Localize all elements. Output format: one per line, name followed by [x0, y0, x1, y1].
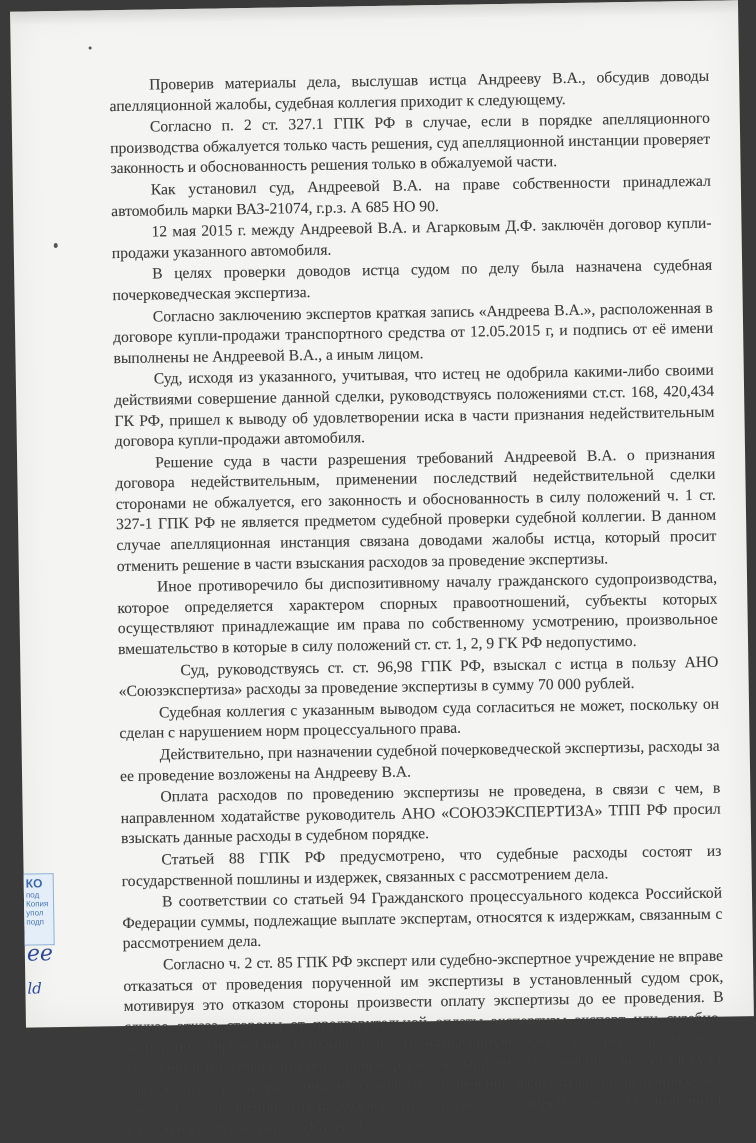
paragraph-5: В целях проверки доводов истца судом по делу была назначена судебная почерковедческая экспертиза. [112, 257, 713, 305]
paragraph-2: Согласно п. 2 ст. 327.1 ГПК РФ в случае, если в порядке апелляционного производства обжалуется только часть решения, суд апелляционной инстанции проверяет законность и обоснованность решения только в обжалуемой части. [110, 109, 711, 178]
scan-speck [54, 243, 58, 248]
paragraph-16: Согласно ч. 2 ст. 85 ГПК РФ эксперт или судебно-экспертное учреждение не вправе отказаться от проведения порученной им экспертизы в установленный судом срок, мотивируя это отказом стороны произвести оплату экспертизы до ее проведения. В случае отказа стороны от предварительной оплаты экспертизы эксперт или судебно-экспертное учреждение обязаны провести назначенную судом экспертизу и вместе с заявлением о возмещении понесенных расходов направить заключение эксперта в суд с документами, подтверждающими расходы на проведение экспертизы, для решения судом вопроса о возмещении этих расходов соответствующей стороной с учетом положений ч. 1 ст. 96 и ст. 98 настоящего Кодекса. [123, 947, 726, 1139]
paragraph-7: Суд, исходя из указанного, учитывая, что истец не одобрила какими-либо своими действиями совершение данной сделки, руководствуясь положениями ст.ст. 168, 420,434 ГК РФ, пришел к выводу об удовлетворении иска в части признания недействительным договора купли-продажи автомобиля. [114, 362, 715, 451]
stamp-line: Копия [25, 899, 49, 909]
copy-stamp [24, 873, 55, 945]
paragraph-14: Статьей 88 ГПК РФ предусмотрено, что судебные расходы состоят из государственной пошлины и издержек, связанных с рассмотрением дела. [121, 842, 722, 890]
paragraph-11: Судебная коллегия с указанным выводом суда согласиться не может, поскольку он сделан с нарушением норм процессуального права. [119, 695, 720, 743]
paragraph-3: Как установил суд, Андреевой В.А. на праве собственности принадлежал автомобиль марки ВАЗ-21074, г.р.з. А 685 НО 90. [111, 172, 711, 220]
scan-speck [89, 46, 92, 49]
document-page [10, 0, 754, 1139]
paragraph-1: Проверив материалы дела, выслушав истца Андрееву В.А., обсудив доводы апелляционной жалобы, судебная коллегия приходит к следующему. [109, 67, 710, 115]
paragraph-10: Суд, руководствуясь ст. ст. 96,98 ГПК РФ, взыскал с истца в пользу АНО «Союзэкспертиза» расходы за проведение экспертизы в сумму 70 000 рублей. [118, 653, 719, 701]
paragraph-8: Решение суда в части разрешения требований Андреевой В.А. о признания договора недействительным, применении последствий недействительной сделки сторонами не обжалуется, его законность и обоснованность в силу положений ч. 1 ст. 327-1 ГПК РФ не является предметом судебной проверки судебной коллегии. В данном случае апелляционная инстанция связана доводами жалобы истца, который просит отменить решение в части взыскания расходов за проведение экспертизы. [115, 445, 717, 575]
stamp-line: упол [26, 908, 44, 918]
paragraph-12: Действительно, при назначении судебной почерковедческой экспертизы, расходы за ее проведение возложены на Андрееву В.А. [119, 737, 720, 785]
signature-mark: ее [26, 941, 54, 967]
paragraph-9: Иное противоречило бы диспозитивному началу гражданского судопроизводства, которое определяется характером спорных правоотношений, субъекты которых осуществляют принадлежащие им права по собственному усмотрению, произвольное вмешательство в которые в силу положений ст. ст. 1, 2, 9 ГК РФ недопустимо. [117, 569, 718, 659]
paragraph-15: В соответствии со статьей 94 Гражданского процессуального кодекса Российской Федерации суммы, подлежащие выплате экспертам, относятся к издержкам, связанным с рассмотрением дела. [122, 884, 723, 953]
stamp-line: под [25, 890, 40, 900]
stamp-line: подп [26, 917, 45, 927]
signature-mark: ld [27, 979, 42, 998]
stamp-head: КО [25, 876, 43, 891]
paragraph-6: Согласно заключению экспертов краткая запись «Андреева В.А.», расположенная в договоре купли-продажи транспортного средства от 12.05.2015 г, и подпись от её имени выполнены не Андреевой В.А., а иным лицом. [113, 299, 714, 367]
paragraph-13: Оплата расходов по проведению экспертизы не проведена, в связи с чем, в направленном ходатайстве руководитель АНО «СОЮЗЭКСПЕРТИЗА» ТПП РФ просил взыскать данные расходы в судебном порядке. [120, 779, 721, 848]
document-body [109, 67, 726, 1142]
paragraph-4: 12 мая 2015 г. между Андреевой В.А. и Агарковым Д.Ф. заключён договор купли-продажи указанного автомобиля. [111, 214, 712, 262]
